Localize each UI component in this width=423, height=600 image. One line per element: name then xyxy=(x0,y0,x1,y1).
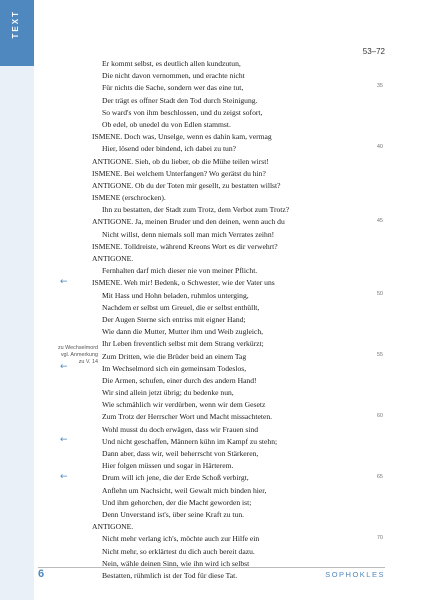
verse-line xyxy=(92,533,377,545)
arrow-left-icon[interactable]: ← xyxy=(60,362,68,372)
verse-line xyxy=(92,241,377,253)
verse-line xyxy=(92,314,377,326)
verse-line-text: Zum Trotz der Herrscher Wort und Macht missachteten. xyxy=(102,412,273,422)
verse-line-text: Dann aber, dass wir, weil beherrscht von Stärkeren, xyxy=(102,449,259,458)
verse-line xyxy=(92,363,377,375)
verse-line xyxy=(92,546,377,558)
verse-line-text: Bestatten, rühmlich ist der Tod für diese Tat. xyxy=(102,570,238,580)
side-bar xyxy=(0,0,34,600)
verse-line-text: Wie dann die Mutter, Mutter ihm und Weib zugleich, xyxy=(102,327,264,337)
verse-line-text: Mit Hass und Hohn beladen, ruhmlos unterging, xyxy=(102,290,249,300)
verse-line-text: Drum will ich jene, die der Erde Schoß verbirgt, xyxy=(102,473,249,483)
verse-line xyxy=(92,168,377,180)
verse-line xyxy=(92,424,377,436)
verse-line-text: Denn Unverstand ist's, über seine Kraft zu tun. xyxy=(102,509,245,519)
verse-line-text: Nicht mehr verlang ich's, möchte auch zur Hilfe ein xyxy=(102,534,260,544)
verse-line-text: ANTIGONE. xyxy=(92,522,134,532)
verse-line-text: Zum Dritten, wie die Brüder beid an einem Tag xyxy=(102,351,247,361)
line-number: 35 xyxy=(376,83,383,90)
verse-line-text: Nachdem er selbst um Greuel, die er selbst enthüllt, xyxy=(102,302,260,312)
section-label: TEXT xyxy=(11,10,20,39)
verse-line-text: ISMENE (erschrocken). xyxy=(92,193,166,203)
verse-line-text: Fernhalten darf mich dieser nie von meiner Pflicht. xyxy=(102,266,258,276)
side-bar-accent xyxy=(0,0,34,66)
verse-line xyxy=(92,58,377,70)
verse-line xyxy=(92,387,377,399)
verse-line xyxy=(92,277,377,289)
arrow-left-icon[interactable]: ← xyxy=(60,471,68,482)
verse-line-text: ISMENE. Doch was, Unselge, wenn es dahin kam, vermag xyxy=(92,132,272,142)
verse-line-text: ISMENE. Weh mir! Bedenk, o Schwester, wie der Vater uns xyxy=(92,278,275,288)
verse-line-text: Und ihm gehorchen, der die Macht geworden ist; xyxy=(102,497,252,507)
verse-line xyxy=(92,143,377,155)
verse-line-text: Und nicht geschaffen, Männern kühn im Kampf zu stehn; xyxy=(102,436,278,446)
verse-line-text: Ob edel, ob unedel du von Edlen stammst. xyxy=(102,119,231,129)
verse-line xyxy=(92,338,377,350)
verse-line xyxy=(92,253,377,265)
verse-line-text: ISMENE. Bei welchem Unterfangen? Wo gerätst du hin? xyxy=(92,168,266,178)
verse-line-text: So ward's von ihm beschlossen, und du zeigst sofort, xyxy=(102,107,263,117)
verse-line xyxy=(92,290,377,302)
verse-line-text: Wir sind allein jetzt übrig; du bedenke nun, xyxy=(102,388,234,398)
verse-line xyxy=(92,375,377,387)
verse-line xyxy=(92,156,377,168)
verse-line xyxy=(92,521,377,533)
line-number: 70 xyxy=(376,534,383,541)
line-number: 45 xyxy=(376,217,383,224)
verse-line-text: ANTIGONE. Sieh, ob du lieber, ob die Mühe teilen wirst! xyxy=(92,156,269,166)
verse-line xyxy=(92,107,377,119)
verse-line xyxy=(92,509,377,521)
page-number: 6 xyxy=(38,568,45,580)
verse-line xyxy=(92,180,377,192)
verse-line xyxy=(92,82,377,94)
verse-line-text: Ihr Leben freventlich selbst mit dem Strang verkürzt; xyxy=(102,339,264,349)
verse-line xyxy=(92,119,377,131)
verse-line xyxy=(92,216,377,228)
verse-line xyxy=(92,302,377,314)
footer-rule xyxy=(38,567,385,568)
verse-line-text: Hier, lösend oder bindend, ich dabei zu tun? xyxy=(102,144,237,154)
verse-line xyxy=(92,131,377,143)
verse-line xyxy=(92,265,377,277)
verse-line-text: ANTIGONE. xyxy=(92,254,134,263)
verse-line-text: Nein, wähle deinen Sinn, wie ihn wird ich selbst xyxy=(102,558,250,568)
verse-line xyxy=(92,485,377,497)
verse-line xyxy=(92,460,377,472)
line-range: 53–72 xyxy=(362,47,385,56)
arrow-left-icon[interactable]: ← xyxy=(60,276,68,287)
verse-line-text: Hier folgen müssen und sogar in Härterem. xyxy=(102,461,234,471)
verse-line xyxy=(92,229,377,241)
verse-line-text: Im Wechselmord sich ein gemeinsam Todeslos, xyxy=(102,363,247,373)
verse-line xyxy=(92,95,377,107)
verse-line-text: ISMENE. Tolldreiste, während Kreons Wort es dir verwehrt? xyxy=(92,241,278,251)
verse-line xyxy=(92,351,377,363)
verse-line xyxy=(92,436,377,448)
arrow-left-icon[interactable]: ← xyxy=(60,435,68,446)
margin-note-line: zu V. 14 xyxy=(78,359,98,365)
line-number: 65 xyxy=(376,473,383,480)
line-number: 50 xyxy=(376,290,383,297)
verse-line-text: Wie schmählich wir verdürben, wenn wir dem Gesetz xyxy=(102,400,266,410)
verse-line xyxy=(92,399,377,411)
verse-line-text: Wohl musst du doch erwägen, dass wir Frauen sind xyxy=(102,424,259,434)
verse-line-text: Anflehn um Nachsicht, weil Gewalt mich binden hier, xyxy=(102,485,267,495)
margin-note-line: vgl. Anmerkung xyxy=(60,352,98,358)
verse-line-text: Die Armen, schufen, einer durch des andern Hand! xyxy=(102,375,257,385)
verse-line-text: Nicht mehr, so erklärtest du dich auch bereit dazu. xyxy=(102,546,255,556)
author-name: SOPHOKLES xyxy=(325,570,385,579)
verse-line-text: ANTIGONE. Ja, meinen Bruder und den deinen, wenn auch du xyxy=(92,217,285,227)
line-number: 60 xyxy=(376,412,383,419)
verse-line-text: Für nichts die Sache, sondern wer das eine tut, xyxy=(102,83,244,93)
line-number: 40 xyxy=(376,144,383,151)
verse-line xyxy=(92,192,377,204)
verse-line xyxy=(92,448,377,460)
margin-note-line: zu Wechselmord xyxy=(57,345,98,351)
verse-line xyxy=(92,558,377,570)
verse-line-text: Er kommt selbst, es deutlich allen kundzutun, xyxy=(102,59,241,68)
verse-line-text: Ihn zu bestatten, der Stadt zum Trotz, dem Verbot zum Trotz? xyxy=(102,205,290,215)
verse-text xyxy=(92,58,377,582)
verse-line xyxy=(92,326,377,338)
verse-line-text: Der trägt es offner Stadt den Tod durch Steinigung. xyxy=(102,95,258,105)
verse-line-text: Die nicht davon vernommen, und erachte nicht xyxy=(102,71,245,81)
verse-line-text: ANTIGONE. Ob du der Toten mir gesellt, zu bestatten willst? xyxy=(92,180,281,190)
verse-line xyxy=(92,411,377,423)
verse-line-text: Nicht willst, denn niemals soll man mich Verrates zeihn! xyxy=(102,229,275,239)
verse-line xyxy=(92,497,377,509)
verse-line xyxy=(92,70,377,82)
verse-line xyxy=(92,204,377,216)
line-number: 55 xyxy=(376,351,383,358)
verse-line-text: Der Augen Sterne sich entriss mit eigner Hand; xyxy=(102,314,246,324)
verse-line xyxy=(92,472,377,484)
